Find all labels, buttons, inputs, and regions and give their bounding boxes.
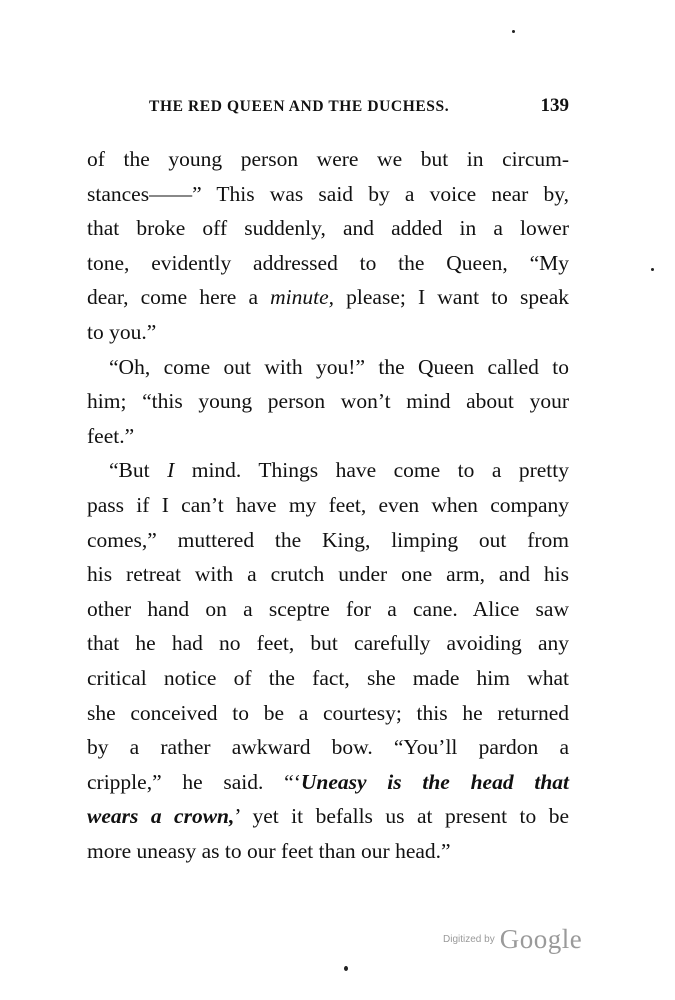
text-run: dear, come here a [87, 285, 271, 310]
text-run: please; I want to speak [334, 285, 569, 310]
text-line: pass if I can’t have my feet, even when company [87, 492, 569, 517]
google-logo: Google [499, 924, 583, 954]
italic-run: Uneasy is the head that [300, 769, 569, 794]
text-run: cripple,” he said. “‘ [87, 769, 301, 794]
watermark-prefix: Digitized by [443, 934, 495, 945]
google-watermark [443, 924, 582, 955]
text-line: “Oh, come out with you!” the Queen called to [109, 354, 569, 379]
text-line: that broke off suddenly, and added in a lower [87, 216, 569, 241]
text-line: she conceived to be a courtesy; this he returned [87, 700, 569, 725]
body-text [87, 142, 569, 868]
page-header [87, 95, 569, 122]
text-line [87, 765, 569, 800]
text-line: critical notice of the fact, she made him what [87, 665, 569, 690]
text-line: more uneasy as to our feet than our head.” [87, 838, 451, 863]
text-line: feet.” [87, 423, 135, 448]
italic-run: I [167, 458, 175, 483]
text-line: of the young person were we but in circum- [87, 147, 569, 171]
text-line: tone, evidently addressed to the Queen, “My [87, 250, 569, 275]
text-line: by a rather awkward bow. “You’ll pardon a [87, 735, 569, 760]
text-line: stances——” This was said by a voice near by, [87, 181, 569, 206]
text-line [87, 280, 569, 315]
text-line: that he had no feet, but carefully avoiding any [87, 631, 569, 656]
text-run: mind. Things have come to a pretty [174, 458, 569, 483]
text-run: “But [109, 458, 168, 483]
text-line [87, 799, 569, 834]
scan-speck [512, 30, 515, 33]
text-line: other hand on a sceptre for a cane. Alice saw [87, 596, 569, 621]
text-line: his retreat with a crutch under one arm, and his [87, 562, 569, 587]
italic-run: wears a crown, [87, 804, 235, 829]
text-line: comes,” muttered the King, limping out from [87, 527, 569, 552]
scan-speck [651, 268, 654, 271]
page-number: 139 [540, 95, 569, 116]
scan-speck [344, 966, 348, 971]
text-line [87, 453, 569, 488]
text-line: to you.” [87, 319, 157, 344]
text-line: him; “this young person won’t mind about your [87, 389, 569, 414]
text-run: ’ yet it befalls us at present to be [234, 804, 570, 829]
italic-run: minute, [270, 285, 335, 310]
running-head: THE RED QUEEN AND THE DUCHESS. [149, 98, 450, 115]
